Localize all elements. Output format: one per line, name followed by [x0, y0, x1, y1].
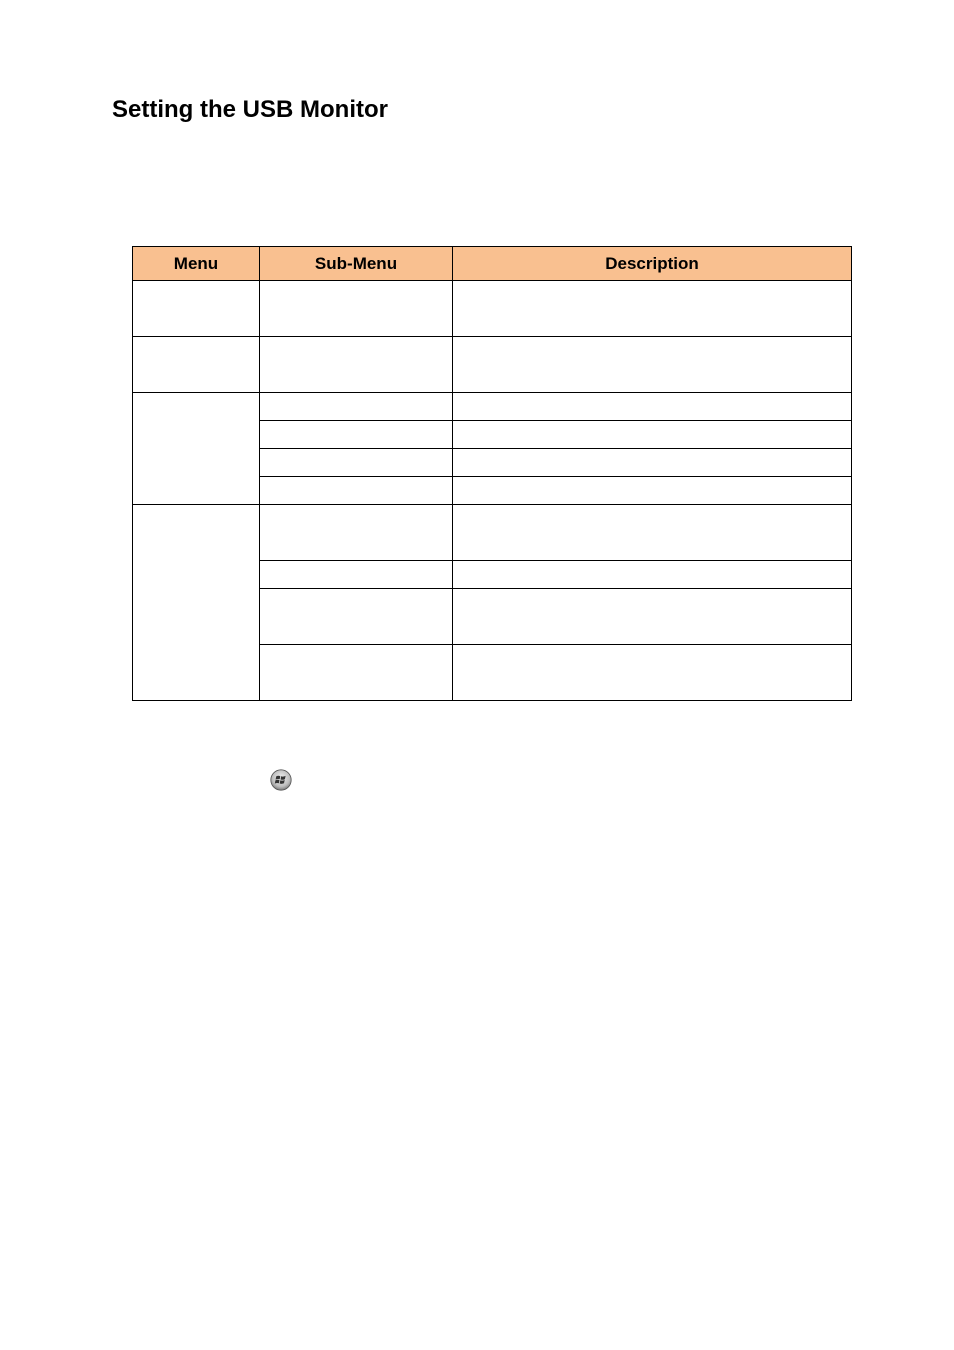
- submenu-cell: [260, 421, 453, 449]
- description-cell: [453, 337, 852, 393]
- table-row: [133, 337, 852, 393]
- submenu-cell: [260, 645, 453, 701]
- description-cell: [453, 505, 852, 561]
- description-cell: [453, 393, 852, 421]
- submenu-cell: [260, 505, 453, 561]
- submenu-cell: [260, 589, 453, 645]
- description-cell: [453, 421, 852, 449]
- description-cell: [453, 281, 852, 337]
- submenu-cell: [260, 281, 453, 337]
- submenu-cell: [260, 449, 453, 477]
- description-cell: [453, 477, 852, 505]
- submenu-cell: [260, 337, 453, 393]
- description-cell: [453, 561, 852, 589]
- description-cell: [453, 589, 852, 645]
- menu-cell: [133, 281, 260, 337]
- table-row: [133, 505, 852, 561]
- submenu-cell: [260, 393, 453, 421]
- table-row: [133, 393, 852, 421]
- header-description: Description: [453, 247, 852, 281]
- settings-menu-table: [132, 246, 852, 701]
- menu-cell: [133, 505, 260, 701]
- windows-start-orb-icon: [270, 769, 292, 791]
- header-menu: Menu: [133, 247, 260, 281]
- submenu-cell: [260, 561, 453, 589]
- description-cell: [453, 449, 852, 477]
- page-title: Setting the USB Monitor: [112, 96, 388, 123]
- header-submenu: Sub-Menu: [260, 247, 453, 281]
- menu-cell: [133, 337, 260, 393]
- submenu-cell: [260, 477, 453, 505]
- table-row: [133, 281, 852, 337]
- menu-cell: [133, 393, 260, 505]
- description-cell: [453, 645, 852, 701]
- table-header-row: [133, 247, 852, 281]
